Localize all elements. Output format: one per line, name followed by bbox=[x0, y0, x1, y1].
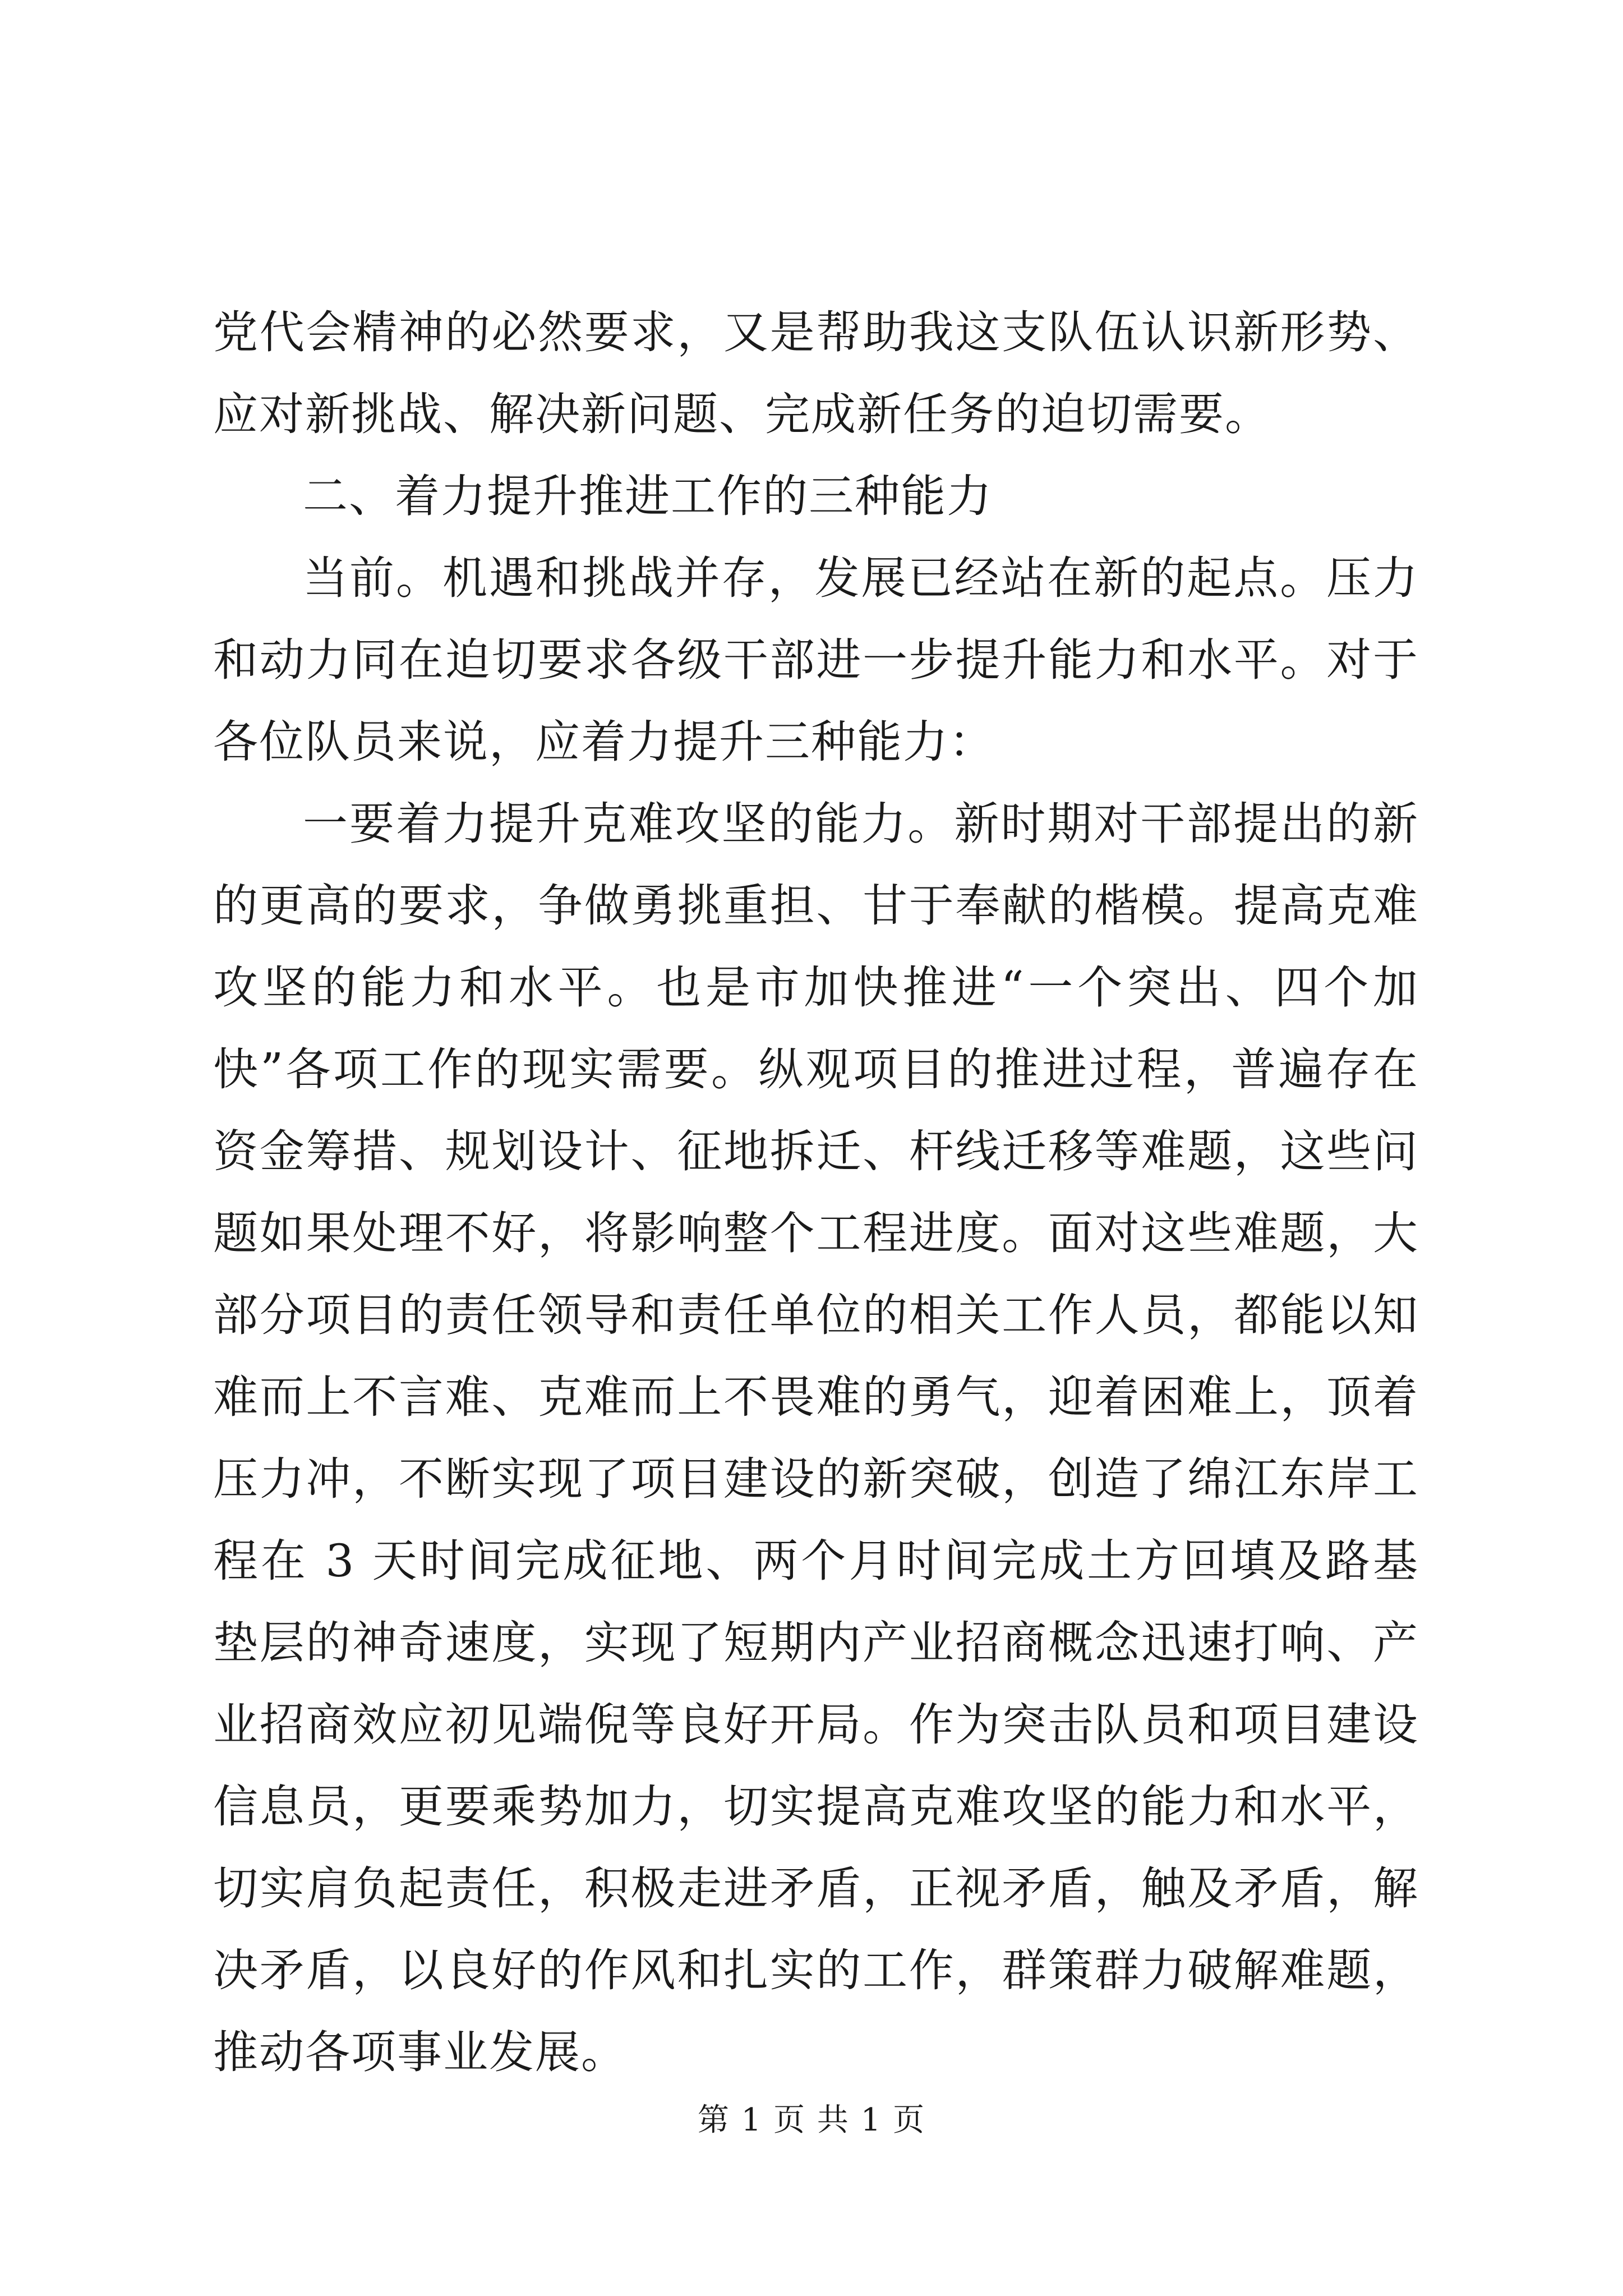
paragraph-intro: 当前。机遇和挑战并存，发展已经站在新的起点。压力和动力同在迫切要求各级干部进一步提升能力和水平。对于各位队员来说，应着力提升三种能力： bbox=[213, 552, 1419, 768]
page-number-footer: 第 1 页 共 1 页 bbox=[697, 2102, 926, 2138]
paragraph-continuation: 党代会精神的必然要求，又是帮助我这支队伍认识新形势、应对新挑战、解决新问题、完成新任务的迫切需要。 bbox=[213, 306, 1419, 440]
section-heading: 二、着力提升推进工作的三种能力 bbox=[303, 470, 993, 522]
document-body bbox=[213, 292, 1419, 2093]
paragraph-ability-one: 一要着力提升克难攻坚的能力。新时期对干部提出的新的更高的要求，争做勇挑重担、甘于奉献的楷模。提高克难攻坚的能力和水平。也是市加快推进“一个突出、四个加快”各项工作的现实需要。纵观项目的推进过程，普遍存在资金筹措、规划设计、征地拆迁、杆线迁移等难题，这些问题如果处理不好，将影响整个工程进度。面对这些难题，大部分项目的责任领导和责任单位的相关工作人员，都能以知难而上不言难、克难而上不畏难的勇气，迎着困难上，顶着压力冲，不断实现了项目建设的新突破，创造了绵江东岸工程在 3 天时间完成征地、两个月时间完成土方回填及路基垫层的神奇速度，实现了短期内产业招商概念迅速打响、产业招商效应初见端倪等良好开局。作为突击队员和项目建设信息员，更要乘势加力，切实提高克难攻坚的能力和水平，切实肩负起责任，积极走进矛盾，正视矛盾，触及矛盾，解决矛盾，以良好的作风和扎实的工作，群策群力破解难题，推动各项事业发展。 bbox=[213, 798, 1419, 2078]
